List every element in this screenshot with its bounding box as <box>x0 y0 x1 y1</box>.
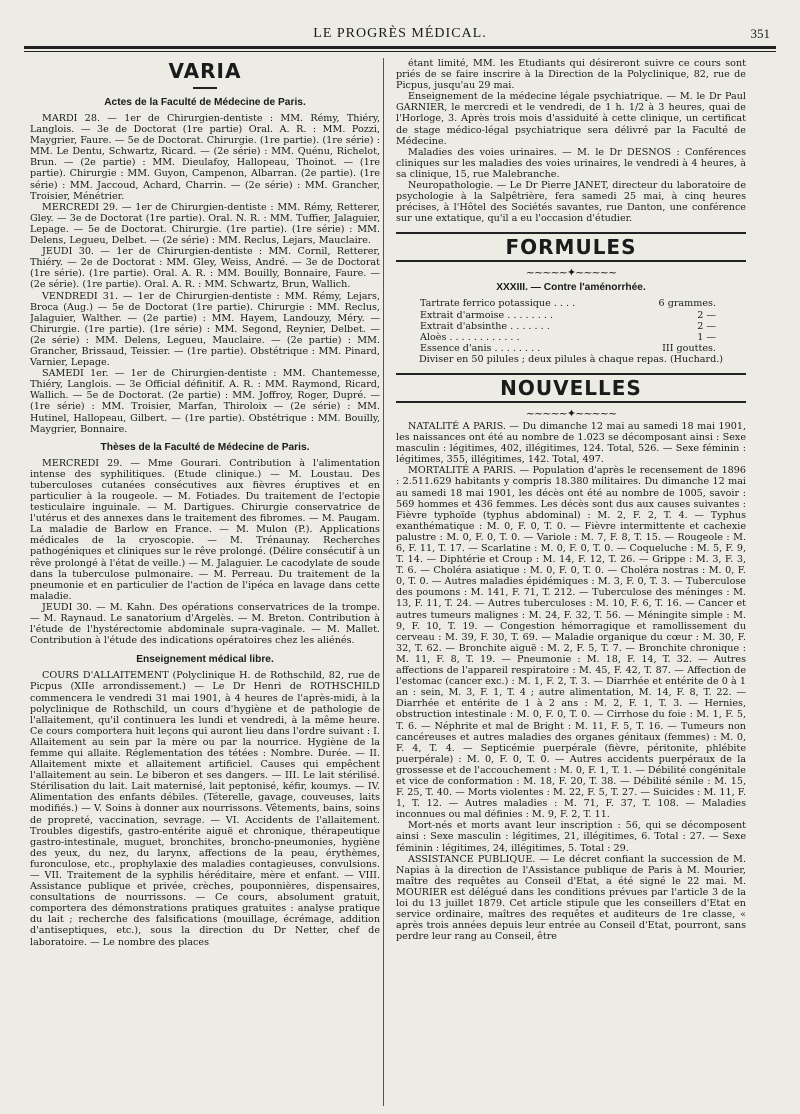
column-divider <box>383 58 384 1106</box>
section-title-nouvelles: NOUVELLES <box>500 375 642 400</box>
recipe-line <box>396 321 746 332</box>
recipe-line <box>396 298 746 309</box>
ornament-divider: ~~~~~✦~~~~~ <box>525 266 617 280</box>
ornament-divider: ~~~~~✦~~~~~ <box>525 406 617 420</box>
intro-paragraph: Maladies des voies urinaires. — M. le Dr DESNOS : Conférences cliniques sur les maladies des voies urinaires, le vendredi à 4 heures, à sa clinique, 15, rue Malebranche. <box>396 146 746 180</box>
nouvelles-paragraph: ASSISTANCE PUBLIQUE. — Le décret confiant la succession de M. Napias à la direction de l'Assistance publique de Paris à M. Mourier, maître des requêtes au Conseil d'Etat, a été signé le 22 mai. M. MOURIER est délégué dans les conditions prévues par l'article 3 de la loi du 13 juillet 1879. Cet article stipule que les conseillers d'Etat en service ordinaire, maîtres des requêtes et auditeurs de 1re classe, « après trois années depuis leur entrée au Conseil d'Etat, pourront, sans perdre leur rang au Conseil, être <box>396 853 746 943</box>
faculty-paragraph: JEUDI 30. — 1er de Chirurgien-dentiste : MM. Cornil, Retterer, Thiéry. — 2e de Doctorat : MM. Gley, Weiss, André. — 3e de Doctorat (1re série). (1re partie). Oral. A. R. : MM. Bouilly, Bonnaire, Faure. — (2e série). (1re partie). Oral. A. R. : MM. Schwartz, Brun, Wallich. <box>30 246 380 291</box>
faculty-acts-heading: Actes de la Faculté de Médecine de Paris. <box>104 97 306 108</box>
left-column <box>30 58 380 1108</box>
faculty-paragraph: VENDREDI 31. — 1er de Chirurgien-dentiste : MM. Rémy, Lejars, Broca (Aug.) — 5e de Doctorat (1re partie). Chirurgie : MM. Reclus, Jalaguier, Walther. — (2e partie) : MM. Hayem, Landouzy, Méry. — Chirurgie. (1re partie). (1re série) : MM. Segond, Reynier, Delbet. — (2e série) : MM. Delens, Legueu, Mauclaire. — (2e partie) : MM. Grancher, Brissaud, Teissier. — (1re partie). Obstétrique : MM. Pinard, Varnier, Lepage. <box>30 290 380 369</box>
enseignement-libre-heading: Enseignement médical libre. <box>136 654 274 666</box>
header-rule <box>24 46 776 49</box>
recipe-dose: III gouttes. <box>662 342 716 354</box>
section-title-formules: FORMULES <box>505 235 637 260</box>
theses-heading: Thèses de la Faculté de Médecine de Paris. <box>100 441 310 453</box>
recipe-line <box>396 332 746 343</box>
right-column <box>396 58 746 1108</box>
recipe-ingredient: Extrait d'absinthe . . . . . . . <box>420 320 550 332</box>
recipe-line <box>396 343 746 354</box>
libre-paragraph: COURS D'ALLAITEMENT (Polyclinique H. de Rothschild, 82, rue de Picpus (XIIe arrondissement.) — Le Dr Henri de ROTHSCHILD commencera le vendredi 31 mai 1901, à 4 heures de l'après-midi, à la polyclinique de Rothschild, un cours d'hygiène et de pathologie de l'allaitement, qu'il continuera les lundi et vendredi, à la même heure. Ce cours comportera huit leçons qui auront lieu dans l'ordre suivant : I. Allaitement au sein par la mère ou par la nourrice. Hygiène de la femme qui allaite. Réglementation des tétées : Nombre. Durée. — II. Allaitement mixte et allaitement artificiel. Causes qui empêchent l'allaitement au sein. Le biberon et ses dangers. — III. Le lait stérilisé. Stérilisation du lait. Lait maternisé, lait peptonisé, kéfir, koumys. — IV. Alimentation des enfants débiles. (Téterelle, gavage, couveuses, laits modifiés.) — V. Soins à donner aux nourrissons. Vêtements, bains, soins de propreté, vaccination, sevrage. — VI. Accidents de l'allaitement. Troubles digestifs, gastro-entérite aiguë et chronique, thérapeutique gastro-intestinale, muguet, bronchites, broncho-pneumonies, hygiène des yeux, du nez, du larynx, affections de la peau, érythèmes, furonculose, etc., prophylaxie des maladies contagieuses, convulsions. — VII. Traitement de la syphilis héréditaire, mère et enfant. — VIII. Assistance publique et privée, crèches, pouponnières, dispensaires, consultations de nourrissons. — Ce cours, absolument gratuit, comportera des démonstrations pratiques gratuites : analyse pratique du lait ; recherche des falsifications (mouillage, écrémage, addition d'antiseptiques, etc.), sous la direction du Dr Netter, chef de laboratoire. — Le nombre des places <box>30 670 380 948</box>
theses-paragraph: MERCREDI 29. — Mme Gourari. Contribution à l'alimentation intense des syphilitiques. (Etude clinique.) — M. Loustau. Des tuberculoses cutanées consécutives aux fièvres éruptives et en particulier à la rougeole. — M. Fotiades. Du traitement de l'ectopie testiculaire inguinale. — M. Dartigues. Chirurgie conservatrice de l'utérus et des annexes dans le traitement des fibromes. — M. Paugam. La maladie de Barlow en France. — M. Mulon (P.). Applications médicales de la cryoscopie. — M. Trénaunay. Recherches pathogéniques et cliniques sur le rêve prolongé. (Délire consécutif à un rêve prolongé à l'état de veille.) — M. Jalaguier. Le cacodylate de soude dans la tuberculose pulmonaire. — M. Perreau. Du traitement de la pneumonie et en particulier de l'action de l'ipéca en lavage dans cette maladie. <box>30 457 380 602</box>
recipe-line <box>396 310 746 321</box>
intro-paragraph: Enseignement de la médecine légale psychiatrique. — M. le Dr Paul GARNIER, le mercredi et le vendredi, de 1 h. 1/2 à 3 heures, quai de l'Horloge, 3. Après trois mois d'assiduité à cette clinique, un certificat de stage médico-légal psychiatrique sera délivré par la Faculté de Médecine. <box>396 91 746 147</box>
recipe-ingredient: Tartrate ferrico potassique . . . . <box>420 298 576 310</box>
intro-paragraph: Neuropathologie. — Le Dr Pierre JANET, directeur du laboratoire de psychologie à la Salpêtrière, fera samedi 25 mai, à cinq heures précises, à l'Hôtel des Sociétés savantes, rue Danton, une conférence sur une extatique, qu'il a eu l'occasion d'étudier. <box>396 180 746 225</box>
page-number: 351 <box>750 26 770 41</box>
faculty-paragraph: MERCREDI 29. — 1er de Chirurgien-dentiste : MM. Rémy, Retterer, Gley. — 3e de Doctorat (1re partie). Oral. N. R. : MM. Tuffier, Jalaguier, Lepage. — 5e de Doctorat. Chirurgie. (1re partie). (1re série) : MM. Delens, Legueu, Delbet. — (2e série) : MM. Reclus, Lejars, Mauclaire. <box>30 201 380 247</box>
nouvelles-paragraph: MORTALITÉ A PARIS. — Population d'après le recensement de 1896 : 2.511.629 habitants y compris 18.380 militaires. Du dimanche 12 mai au samedi 18 mai 1901, les décès ont été au nombre de 1005, savoir : 569 hommes et 436 femmes. Les décès sont dus aux causes suivantes : Fièvre typhoïde (typhus abdominal) : M. 2, F. 2, T. 4. — Typhus exanthématique : M. 0, F. 0, T. 0. — Fièvre intermittente et cachexie palustre : M. 0, F. 0, T. 0. — Variole : M. 7, F. 8, T. 15. — Rougeole : M. 6, F. 11, T. 17. — Scarlatine : M. 0, F. 0, T. 0. — Coqueluche : M. 5, F. 9, T. 14. — Diphtérie et Croup : M. 14, F. 12, T. 26. — Grippe : M. 3, F. 3, T. 6. — Choléra asiatique : M. 0, F. 0, T. 0. — Choléra nostras : M. 0, F. 0, T. 0. — Autres maladies épidémiques : M. 3, F. 0, T. 3. — Tuberculose des poumons : M. 141, F. 71, T. 212. — Tuberculose des méninges : M. 13, F. 11, T. 24. — Autres tuberculoses : M. 10, F. 6, T. 16. — Cancer et autres tumeurs malignes : M. 24, F. 32, T. 56. — Méningite simple : M. 9, F. 10, T. 19. — Congestion hémorragique et ramollissement du cerveau : M. 39, F. 30, T. 69. — Maladie organique du cœur : M. 30, F. 32, T. 62. — Bronchite aiguë : M. 2, F. 5, T. 7. — Bronchite chronique : M. 11, F. 8, T. 19. — Pneumonie : M. 18, F. 14, T. 32. — Autres affections de l'appareil respiratoire : M. 45, F. 42, T. 87. — Affection de l'estomac (cancer exc.) : M. 1, F. 2, T. 3. — Diarrhée et entérite de 0 à 1 an : sein, M. 3, F. 1, T. 4 ; autre alimentation, M. 14, F. 8, T. 22. — Diarrhée et entérite de 1 à 2 ans : M. 2, F. 1, T. 3. — Hernies, obstruction intestinale : M. 0, F. 0, T. 0. — Cirrhose du foie : M. 1, F. 5, T. 6. — Néphrite et mal de Bright : M. 11, F. 5, T. 16. — Tumeurs non cancéreuses et autres maladies des organes génitaux (femmes) : M. 0, F. 4, T. 4. — Septicémie puerpérale (fièvre, péritonite, phlébite puerpérale) : M. 0, F. 0, T. 0. — Autres accidents puerpéraux de la grossesse et de l'accouchement : M. 0, F. 1, T. 1. — Débilité congénitale et vice de conformation : M. 18, F. 20, T. 38. — Débilité sénile : M. 15, F. 25, T. 40. — Morts violentes : M. 22, F. 5, T. 27. — Suicides : M. 11, F. 1, T. 12. — Autres maladies : M. 71, F. 37, T. 108. — Maladies inconnues ou mal définies : M. 9, F. 2, T. 11. <box>396 465 746 821</box>
recipe-dose: 2 — <box>697 309 716 321</box>
journal-title: LE PROGRÈS MÉDICAL. <box>313 26 487 41</box>
theses-paragraph: JEUDI 30. — M. Kahn. Des opérations conservatrices de la trompe. — M. Raynaud. Le sanatorium d'Argelès. — M. Breton. Contribution à l'étude de l'hystérectomie abdominale supra-vaginale. — M. Mallet. Contribution à l'étude des indications opératoires chez les aliénés. <box>30 601 380 647</box>
nouvelles-paragraph: NATALITÉ A PARIS. — Du dimanche 12 mai au samedi 18 mai 1901, les naissances ont été au nombre de 1.023 se décomposant ainsi : Sexe masculin : légitimes, 402, illégitimes, 124. Total, 526. — Sexe féminin : légitimes, 355, illégitimes, 142. Total, 497. <box>396 420 746 466</box>
header-rule-thin <box>24 51 776 52</box>
formules-frame <box>396 232 746 262</box>
nouvelles-frame <box>396 373 746 403</box>
section-title-varia: VARIA <box>168 59 242 83</box>
recipe-ingredient: Extrait d'armoise . . . . . . . . <box>420 309 553 321</box>
intro-paragraph: étant limité, MM. les Etudiants qui désireront suivre ce cours sont priés de se faire inscrire à la Direction de la Polyclinique, 82, rue de Picpus, jusqu'au 29 mai. <box>396 58 746 92</box>
recipe-note: Diviser en 50 pilules ; deux pilules à chaque repas. (Huchard.) <box>418 353 724 365</box>
formule-subtitle: XXXIII. — Contre l'aménorrhée. <box>496 282 646 294</box>
page-header <box>24 26 776 46</box>
recipe-dose: 2 — <box>697 320 716 332</box>
recipe-dose: 1 — <box>697 331 716 343</box>
faculty-paragraph: MARDI 28. — 1er de Chirurgien-dentiste : MM. Rémy, Thiéry, Langlois. — 3e de Doctorat (1re partie) Oral. A. R. : MM. Pozzi, Maygrier, Faure. — 5e de Doctorat. Chirurgie. (1re partie). (1re série) : MM. Le Dentu, Schwartz, Ricard. — (2e série) : MM. Quénu, Richelot, Brun. — (2e partie) : MM. Dieulafoy, Hallopeau, Thoinot. — (1re partie). Chirurgie : MM. Guyon, Campenon, Albarran. (2e partie). (1re série) : MM. Jaccoud, Achard, Charrin. — (2e série) : MM. Grancher, Troisier, Ménétrier. <box>30 113 380 202</box>
nouvelles-paragraph: Mort-nés et morts avant leur inscription : 56, qui se décomposent ainsi : Sexe masculin : légitimes, 21, illégitimes, 6. Total : 27. — Sexe féminin : légitimes, 24, illégitimes, 5. Total : 29. <box>396 820 746 854</box>
title-dash <box>193 87 217 89</box>
recipe-ingredient: Essence d'anis . . . . . . . . <box>420 342 541 354</box>
recipe-ingredient: Aloès . . . . . . . . . . . . <box>420 331 520 343</box>
recipe-dose: 6 grammes. <box>658 298 716 310</box>
faculty-paragraph: SAMEDI 1er. — 1er de Chirurgien-dentiste : MM. Chantemesse, Thiéry, Langlois. — 3e Official définitif. A. R. : MM. Raymond, Ricard, Wallich. — 5e de Doctorat. (2e partie) : MM. Joffroy, Roger, Dupré. — (1re série) : MM. Troisier, Marfan, Thiroloix — (2e série) : MM. Hutinel, Hallopeau, Gilbert. — (1re partie). Obstétrique : MM. Bouilly, Maygrier, Bonnaire. <box>30 368 380 435</box>
